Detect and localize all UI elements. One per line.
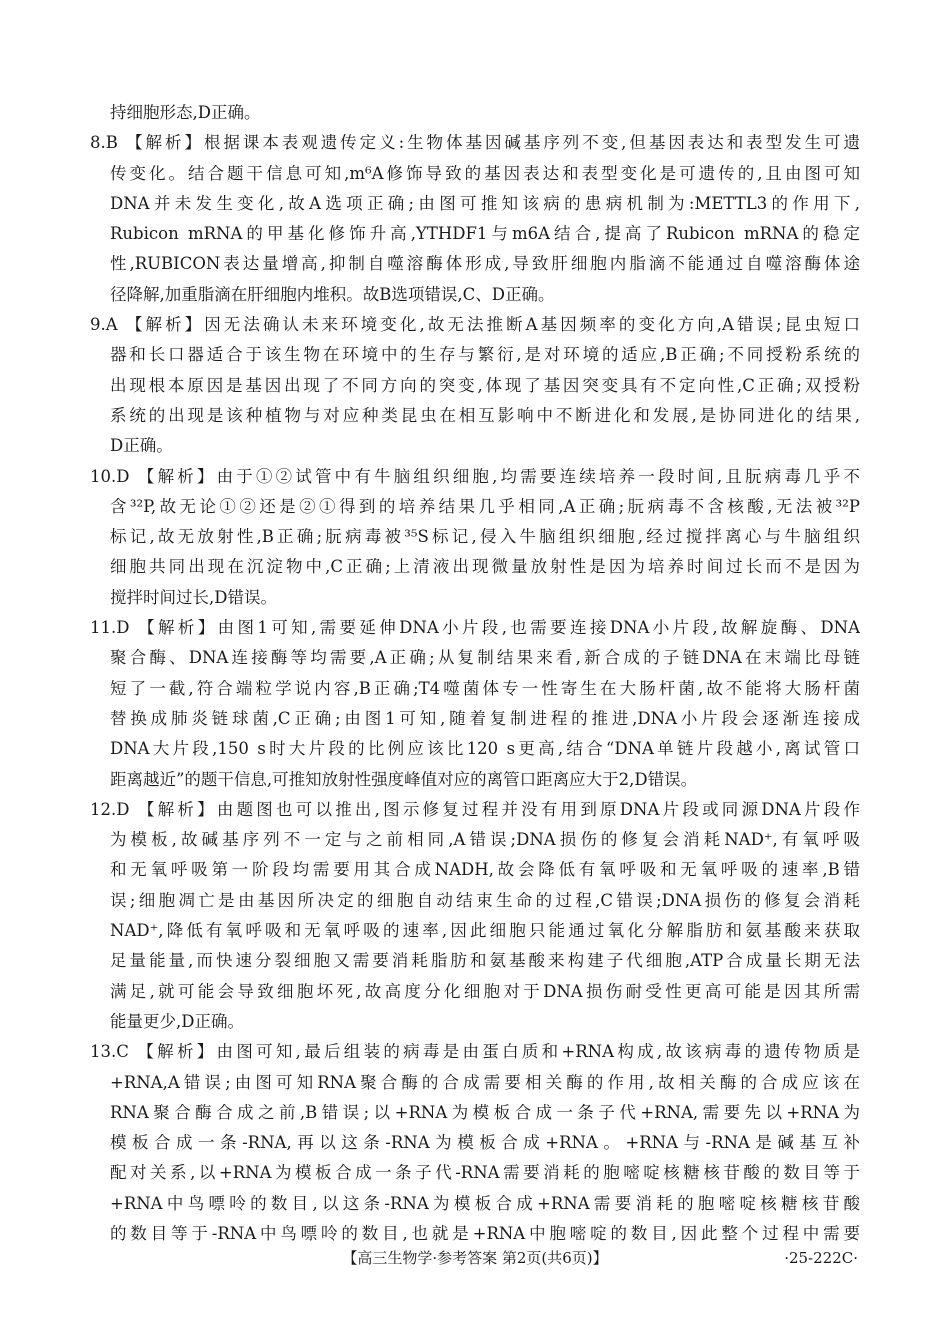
text-line: 细胞共同出现在沉淀物中,C正确;上清液出现微量放射性是因为培养时间过长而不是因为: [110, 557, 860, 577]
text-line: 12.D 【解析】由题图也可以推出,图示修复过程并没有用到原DNA片段或同源DNA片段作: [90, 799, 860, 819]
text-line: 含³²P,故无论①②还是②①得到的培养结果几乎相同,A正确;朊病毒不含核酸,无法被³²P: [110, 496, 860, 516]
text-line: 传变化。结合题干信息可知,m⁶A修饰导致的基因表达和表型变化是可遗传的,且由图可知: [110, 163, 860, 183]
text-line: 8.B 【解析】根据课本表观遗传定义:生物体基因碱基序列不变,但基因表达和表型发生可遗: [90, 133, 860, 153]
text-line: 径降解,加重脂滴在肝细胞内堆积。故B选项错误,C、D正确。: [110, 284, 555, 304]
page-footer: [0, 1246, 950, 1270]
text-line: 13.C 【解析】由图可知,最后组装的病毒是由蛋白质和+RNA构成,故该病毒的遗传物质是: [90, 1042, 860, 1062]
text-line: 足量能量,而快速分裂细胞又需要消耗脂肪和氨基酸来构建子代细胞,ATP合成量长期无法: [110, 951, 860, 971]
text-line: RNA聚合酶合成之前,B错误;以+RNA为模板合成一条子代+RNA,需要先以+RNA为: [110, 1102, 860, 1122]
text-line: 替换成肺炎链球菌,C正确;由图1可知,随着复制进程的推进,DNA小片段会逐渐连接成: [110, 708, 860, 728]
text-line: 模板合成一条-RNA,再以这条-RNA为模板合成+RNA。+RNA与-RNA是碱基互补: [110, 1133, 860, 1153]
text-line: 10.D 【解析】由于①②试管中有牛脑组织细胞,均需要连续培养一段时间,且朊病毒几乎不: [90, 466, 860, 486]
text-line: 误;细胞凋亡是由基因所决定的细胞自动结束生命的过程,C错误;DNA损伤的修复会消耗: [110, 890, 860, 910]
text-line: NAD⁺,降低有氧呼吸和无氧呼吸的速率,因此细胞只能通过氧化分解脂肪和氨基酸来获取: [110, 921, 860, 941]
text-line: 为模板,故碱基序列不一定与之前相同,A错误;DNA损伤的修复会消耗NAD⁺,有氧呼吸: [110, 830, 860, 850]
text-line: 持细胞形态,D正确。: [110, 103, 261, 122]
text-line: 系统的出现是该种植物与对应种类昆虫在相互影响中不断进化和发展,是协同进化的结果,: [110, 405, 860, 425]
text-line: 的数目等于-RNA中鸟嘌呤的数目,也就是+RNA中胞嘧啶的数目,因此整个过程中需要: [110, 1223, 860, 1243]
text-line: 9.A 【解析】因无法确认未来环境变化,故无法推断A基因频率的变化方向,A错误;昆虫短口: [90, 315, 860, 335]
text-line: Rubicon mRNA的甲基化修饰升高,YTHDF1与m6A结合,提高了Rubicon mRNA的稳定: [110, 224, 860, 244]
text-line: 标记,故无放射性,B正确;朊病毒被³⁵S标记,侵入牛脑组织细胞,经过搅拌离心与牛脑组织: [110, 527, 860, 547]
text-line: 距离越近”的题干信息,可推知放射性强度峰值对应的离管口距离应大于2,D错误。: [110, 769, 698, 789]
answer-text-body: [90, 98, 860, 1249]
text-line: +RNA中鸟嘌呤的数目,以这条-RNA为模板合成+RNA需要消耗的胞嘧啶核糖核苷酸: [110, 1193, 860, 1213]
text-line: 满足,就可能会导致细胞坏死,故高度分化细胞对于DNA损伤耐受性更高可能是因其所需: [110, 981, 860, 1001]
text-line: 出现根本原因是基因出现了不同方向的突变,体现了基因突变具有不定向性,C正确;双授粉: [110, 375, 860, 395]
text-line: 器和长口器适合于该生物在环境中的生存与繁衍,是对环境的适应,B正确;不同授粉系统的: [110, 345, 860, 365]
text-line: 能量更少,D正确。: [110, 1011, 244, 1031]
text-line: 配对关系,以+RNA为模板合成一条子代-RNA需要消耗的胞嘧啶核糖核苷酸的数目等于: [110, 1163, 860, 1183]
text-line: 短了一截,符合端粒学说内容,B正确;T4噬菌体专一性寄生在大肠杆菌,故不能将大肠杆菌: [110, 678, 860, 698]
text-line: 性,RUBICON表达量增高,抑制自噬溶酶体形成,导致肝细胞内脂滴不能通过自噬溶酶体途: [110, 254, 860, 274]
text-line: DNA大片段,150 s时大片段的比例应该比120 s更高,结合“DNA单链片段越小,离试管口: [110, 739, 860, 759]
text-line: 聚合酶、DNA连接酶等均需要,A正确;从复制结果来看,新合成的子链DNA在末端比母链: [110, 648, 860, 668]
footer-title: 【高三生物学·参考答案 第2页(共6页)】: [342, 1249, 608, 1267]
text-line: D正确。: [110, 436, 173, 456]
text-line: DNA并未发生变化,故A选项正确;由图可推知该病的患病机制为:METTL3的作用下,: [110, 193, 860, 213]
footer-code: ·25-222C·: [784, 1249, 858, 1267]
text-line: 11.D 【解析】由图1可知,需要延伸DNA小片段,也需要连接DNA小片段,故解旋酶、DNA: [90, 618, 860, 638]
text-line: +RNA,A错误;由图可知RNA聚合酶的合成需要相关酶的作用,故相关酶的合成应该在: [110, 1072, 860, 1092]
text-line: 搅拌时间过长,D错误。: [110, 587, 277, 607]
text-line: 和无氧呼吸第一阶段均需要用其合成NADH,故会降低有氧呼吸和无氧呼吸的速率,B错: [110, 860, 860, 880]
